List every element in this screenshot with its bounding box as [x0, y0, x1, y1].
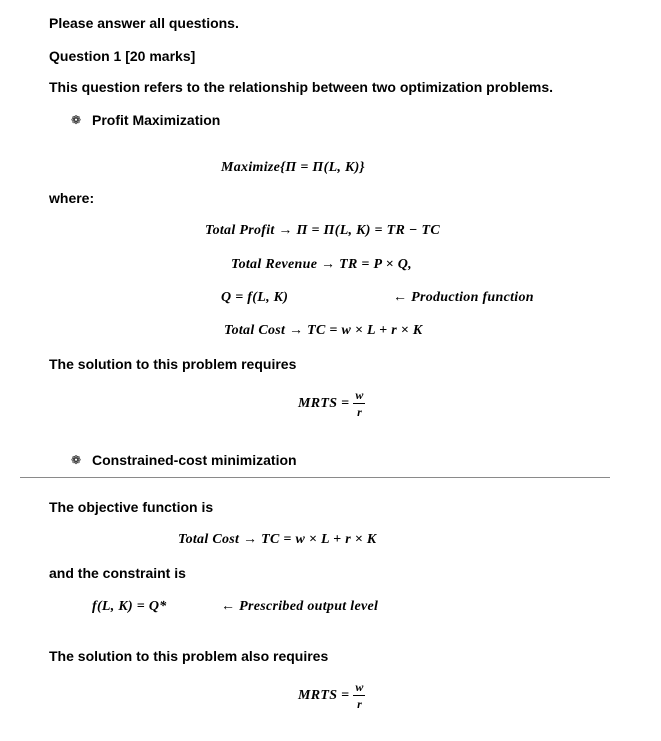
cost-equation: Total Cost → TC = w × L + r × K: [224, 323, 423, 338]
cost-equation-2: Total Cost → TC = w × L + r × K: [178, 532, 377, 547]
profit-equation: Total Profit → Π = Π(L, K) = TR − TC: [205, 223, 440, 238]
mrts-numerator: w: [355, 388, 364, 402]
where-label: where:: [49, 190, 95, 206]
flower-bullet-icon: ❁: [71, 453, 82, 467]
question-title: Question 1 [20 marks]: [49, 48, 196, 64]
mrts-lhs: MRTS =: [298, 395, 350, 411]
solution-text-2: The solution to this problem also requires: [49, 648, 329, 664]
intro-text: This question refers to the relationship between two optimization problems.: [49, 79, 554, 95]
mrts-fraction: [353, 680, 365, 711]
mrts-fraction: [353, 388, 365, 419]
mrts-denominator: r: [357, 697, 362, 711]
mrts-lhs: MRTS =: [298, 687, 350, 703]
objective-text: The objective function is: [49, 499, 214, 515]
constraint-note: ← Prescribed output level: [221, 599, 379, 614]
production-equation: Q = f(L, K): [221, 290, 289, 305]
mrts-numerator: w: [355, 680, 364, 694]
production-note: ← Production function: [393, 290, 534, 305]
solution-text-1: The solution to this problem requires: [49, 356, 297, 372]
constraint-text: and the constraint is: [49, 565, 186, 581]
objective-equation: Maximize{Π = Π(L, K)}: [221, 160, 365, 175]
section1-heading: Profit Maximization: [92, 112, 221, 128]
mrts-equation-1: [298, 388, 365, 419]
revenue-equation: Total Revenue → TR = P × Q,: [231, 257, 412, 272]
flower-bullet-icon: ❁: [71, 113, 82, 127]
mrts-equation-2: [298, 680, 365, 711]
section2-heading: Constrained-cost minimization: [92, 452, 297, 468]
instructions: Please answer all questions.: [49, 15, 239, 31]
constraint-equation: f(L, K) = Q*: [92, 599, 167, 614]
horizontal-divider: [20, 477, 610, 478]
mrts-denominator: r: [357, 405, 362, 419]
